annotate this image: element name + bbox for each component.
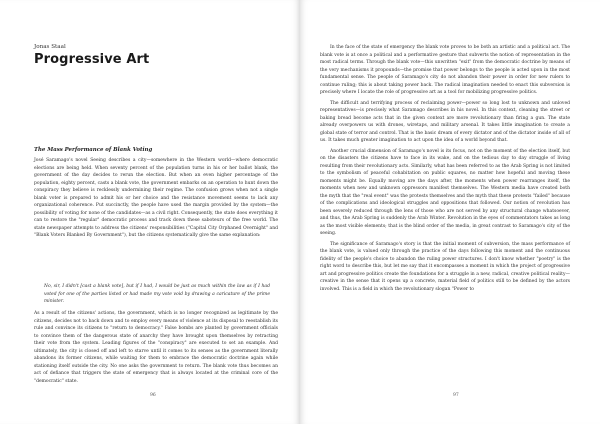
right-page [300,0,600,424]
paragraph: José Saramago's novel Seeing describes a city—somewhere in the Western world—where democratic elections are being held. When seventy percent of the population turns in his or her ballot blank, the government of the day decides to rerun the election. But when an even higher percentage of the population, eighty percent, casts a blank vote, the government embarks on an operation to hunt down the conspiracy they believe is recklessly undermining their regime. The confusion grows when not a single blank voter is prepared to admit his or her choice and the resistance movement seems to lack any organizational coherence. Put succinctly, the people have used the margin provided by the system—the possibility of voting for none of the candidates—as a civil right. Consequently, the state does everything it can to restore the "regular" democratic process and track down these saboteurs of the free world. The state newspaper attempts to address the citizens' responsibilities ("Capital City Orphaned Overnight" and "Blank Voters Blanked By Government"), but the citizens systematically give the same explanation: [34,158,278,238]
section-heading: The Mass Performance of Blank Voting [34,147,153,153]
page-number-right: 97 [453,393,459,398]
body-text-right [320,44,570,296]
paragraph: The difficult and terrifying process of reclaiming power—power so long lost to unknown and unloved representatives—is precisely what Saramago describes in his novel. In this context, cleaning the street or baking bread become acts that in the given context are more revolutionary than firing a gun. The state already overpowers us with drones, wiretaps, and military arsenal. It takes little imagination to create a global state of terror and control. That is the basic dream of every dictator and of the dictator inside of all of us. It takes much greater imagination to act upon the idea of a world beyond that. [320,100,570,143]
page-number-left: 96 [150,393,156,398]
block-quote: No, sir, I didn't [cast a blank vote], but if I had, I would be just as much within the law as if I had voted for one of the parties listed or had made my vote void by drawing a caricature of the prime minister. [44,284,270,304]
body-text-bottom [34,310,278,385]
paragraph: In the face of the state of emergency the blank vote proves to be both an artistic and a political act. The blank vote is at once a political and a performative gesture that subverts the notion of representation in the most radical terms. Through the blank vote—this unwritten "exit" from the democratic doctrine by means of the very mechanisms it propounds—the promise that power belongs to the people is acted upon in the most fundamental sense. The people of Saramago's city do not abandon their power in order for new rulers to continue ruling; this is about taking power back. The radical imagination needed to enact this subversion is precisely where I locate the role of progressive art as a tool for mobilizing progressive politics. [320,45,570,95]
paragraph: Another crucial dimension of Saramago's novel is its focus, not on the moment of the election itself, but on the disasters the citizens have to face in its wake, and on the tedious day to day struggle of living resulting from their revolutionary acts. Similarly, what has been referred to as the Arab Spring is not limited to the symbolism of peaceful cohabitation on public squares, no matter how hopeful and moving these moments might be. Equally moving are the days after, the moments when power rearranges itself, the moments when new and unknown oppressors manifest themselves. The Western media have created both the myth that the "real event" was the protests themselves and the myth that these protests "failed" because of the complications and ideological struggles and oppositions that followed. Our notion of revolution has been severely reduced through the lens of those who are not served by any structural change whatsoever, and thus, the Arab Spring is suddenly the Arab Winter. Revolution in the eyes of commentators takes as long as the most visible elements; that is the blind order of the media, in great contrast to Saramago's city of the seeing. [320,148,570,236]
body-text-top [34,157,278,240]
paragraph: The significance of Saramago's story is that the initial moment of subversion, the mass performance of the blank vote, is valued only through the practice of the days following this moment and the continuous fidelity of the people's choice to abandon the ruling power structures. I don't know whether "poetry" is the right word to describe this, but let me say that it encompasses a moment in which the project of progressive art and progressive politics create the foundations for a struggle in a new, radical, creative political reality—creative in the sense that it opens up a concrete, material field of politics still to be defined by the actors involved. This is a field in which the revolutionary slogan "Power to [320,241,570,292]
paragraph: As a result of the citizens' actions, the government, which is no longer recognized as legitimate by the citizens, decides not to back down and to employ every means of violence at its disposal to reestablish its rule and convince its citizens to "return to democracy." False bombs are planted by government officials to convince them of the dangerous state of anarchy they have brought upon themselves by retracting their vote from the system. Leading figures of the "conspiracy" are executed to set an example. And ultimately, the city is closed off and left to starve until it comes to its senses as the government literally abandons its former citizens, while waiting for them to embrace the democratic doctrine again while stationing itself outside the city. No one asks the government to return. The blank vote thus becomes an act of defiance that triggers the state of emergency that is always located at the criminal core of the "democratic" state. [34,311,278,384]
author-name: Jonas Staal [34,44,66,50]
chapter-title: Progressive Art [34,52,150,67]
